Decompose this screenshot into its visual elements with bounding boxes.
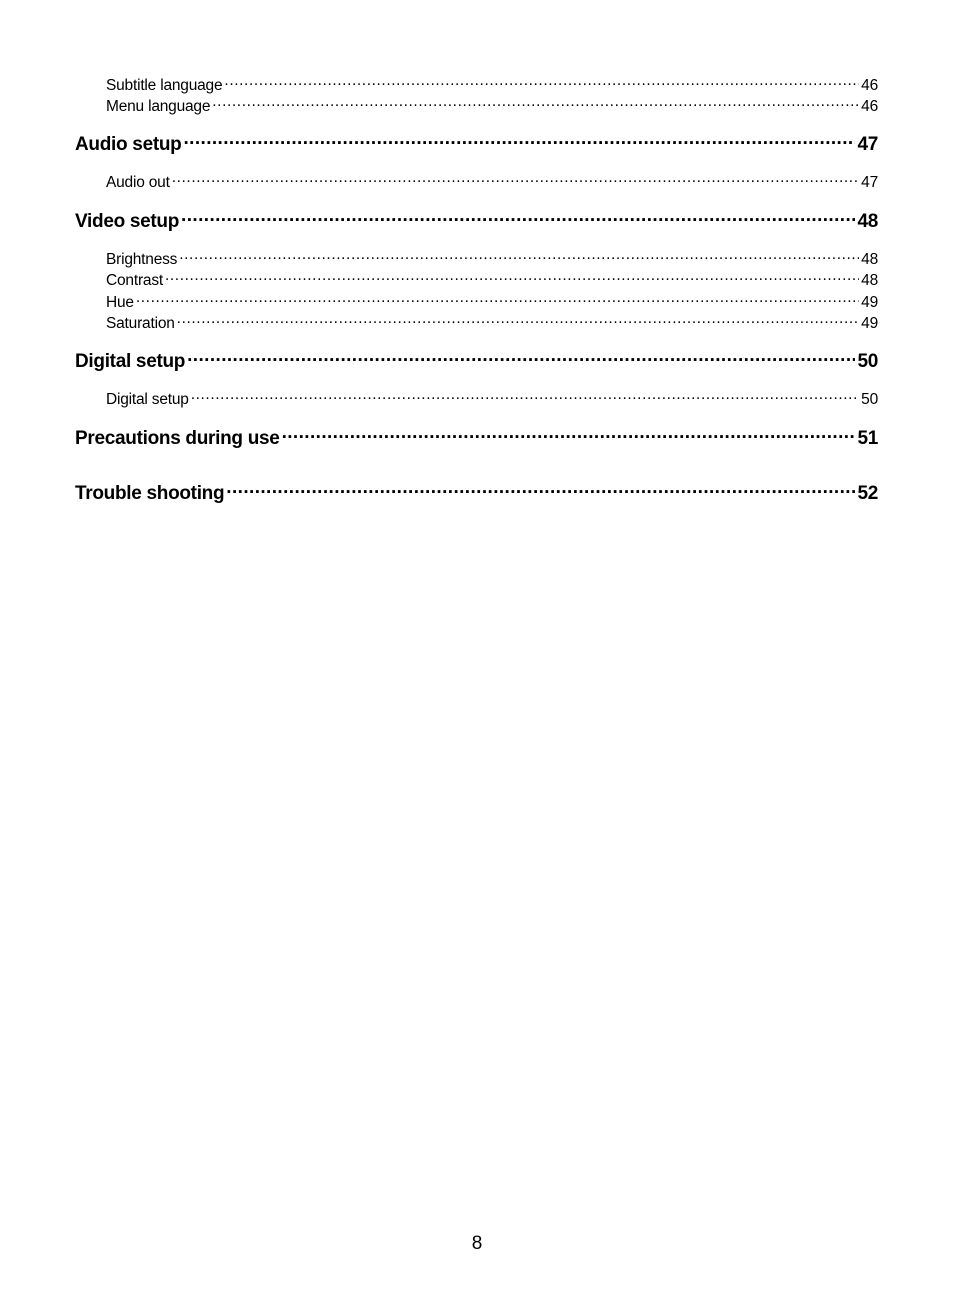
toc-section-label: Video setup (75, 211, 180, 232)
toc-section-label: Trouble shooting (75, 483, 225, 504)
dot-leader (187, 348, 855, 367)
toc-section-trouble-shooting[interactable] (75, 480, 878, 505)
toc-section-precautions[interactable] (75, 425, 878, 450)
toc-section-label: Audio setup (75, 134, 182, 155)
dot-leader (226, 480, 855, 499)
page-number: 8 (471, 1233, 483, 1254)
toc-section-audio-setup[interactable] (75, 131, 878, 156)
toc-section-digital-setup[interactable] (75, 348, 878, 373)
toc-entry-page: 49 (861, 293, 878, 311)
dot-leader (212, 95, 859, 111)
toc-entry-subtitle-language[interactable] (106, 74, 878, 95)
toc-entry-digital-setup[interactable] (106, 388, 878, 409)
toc-entry-label: Brightness (106, 250, 178, 268)
toc-entry-label: Subtitle language (106, 76, 223, 94)
dot-leader (177, 312, 859, 328)
toc-section-page: 50 (857, 351, 878, 372)
toc-section-label: Precautions during use (75, 428, 280, 449)
dot-leader (191, 388, 859, 404)
dot-leader (165, 269, 859, 285)
toc-entry-saturation[interactable] (106, 312, 878, 333)
toc-section-video-setup[interactable] (75, 208, 878, 233)
toc-entry-label: Saturation (106, 314, 175, 332)
toc-entry-page: 49 (861, 314, 878, 332)
toc-entry-label: Digital setup (106, 390, 189, 408)
dot-leader (282, 425, 856, 444)
toc-section-page: 48 (857, 211, 878, 232)
toc-entry-hue[interactable] (106, 291, 878, 312)
dot-leader (179, 248, 859, 264)
toc-entry-page: 50 (861, 390, 878, 408)
toc-entry-page: 46 (861, 97, 878, 115)
toc-entry-page: 47 (861, 173, 878, 191)
toc-entry-label: Contrast (106, 271, 163, 289)
toc-entry-brightness[interactable] (106, 248, 878, 269)
toc-entry-label: Menu language (106, 97, 211, 115)
toc-entry-label: Hue (106, 293, 134, 311)
toc-section-page: 47 (857, 134, 878, 155)
dot-leader (172, 171, 859, 187)
toc-entry-page: 48 (861, 271, 878, 289)
toc-entry-contrast[interactable] (106, 269, 878, 290)
toc-section-label: Digital setup (75, 351, 186, 372)
toc-entry-page: 46 (861, 76, 878, 94)
toc-entry-audio-out[interactable] (106, 171, 878, 192)
toc-entry-page: 48 (861, 250, 878, 268)
toc-section-page: 51 (857, 428, 878, 449)
toc-entry-menu-language[interactable] (106, 95, 878, 116)
dot-leader (181, 208, 855, 227)
toc-entry-label: Audio out (106, 173, 170, 191)
toc-section-page: 52 (857, 483, 878, 504)
dot-leader (183, 131, 855, 150)
dot-leader (136, 291, 859, 307)
dot-leader (224, 74, 859, 90)
